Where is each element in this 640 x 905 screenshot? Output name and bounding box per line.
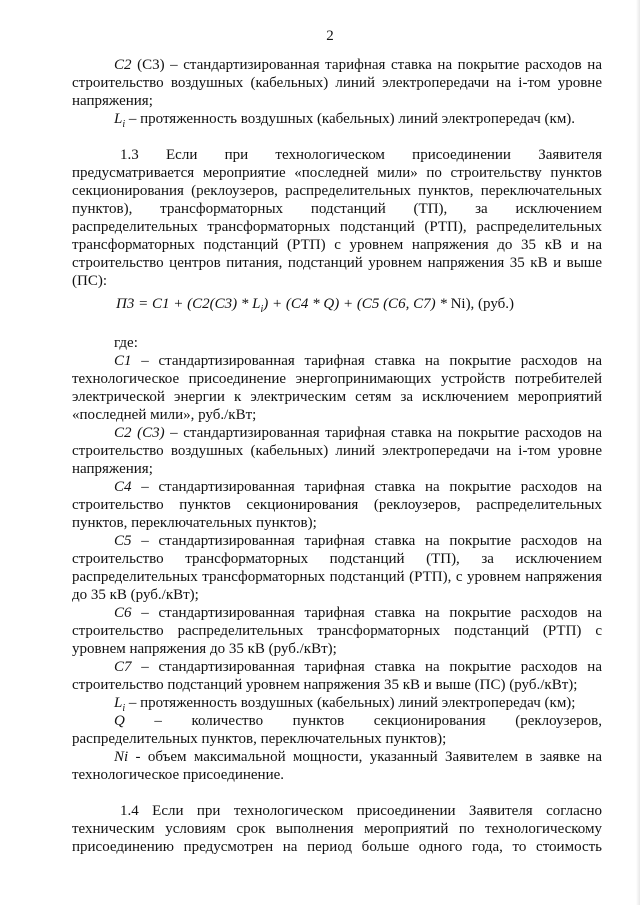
formula-subscript: i [260, 304, 264, 315]
c7-definition-line-2: строительство подстанций уровнем напряжения 35 кВ и выше (ПС) (руб./кВт); [72, 677, 578, 693]
li-subscript-2: i [122, 703, 126, 714]
c7-definition-line-1 [114, 658, 602, 676]
c5-definition-line-3: распределительных трансформаторных подстанций (РТП), с уровнем напряжения [72, 569, 602, 585]
c4-definition-line-1 [114, 478, 602, 496]
c5-symbol: С5 [114, 533, 132, 549]
c6-definition-line-2: строительство распределительных трансформаторных подстанций (РТП) с [72, 623, 602, 639]
c2-definition-line-1 [114, 56, 602, 74]
scan-edge-shadow [636, 0, 640, 905]
formula-close: ), (руб.) [465, 296, 515, 312]
section-1-3-line-5: распределительных трансформаторных подстанций (РТП), распределительных [72, 219, 602, 235]
formula-lhs: П3 [116, 296, 135, 312]
page-number: 2 [326, 28, 334, 44]
formula-term-c2-close: ) [263, 296, 269, 312]
li-symbol-2: L [114, 695, 123, 711]
c5-definition-line-2: строительство трансформаторных подстанций (ТП), за исключением [72, 551, 602, 567]
formula-term-c2: (C2(C3) * L [187, 296, 261, 312]
c2-definition-line-3: напряжения; [72, 93, 153, 109]
c2-c3-definition-line-2: строительство воздушных (кабельных) линий электропередачи на i-том уровне [72, 443, 602, 459]
c2-c3-definition-line-1 [114, 424, 602, 442]
c4-definition-line-3: пунктов, переключательных пунктов); [72, 515, 317, 531]
c1-definition-line-4: «последней мили», руб./кВт; [72, 407, 257, 423]
c6-symbol: С6 [114, 605, 132, 621]
section-1-3-line-2: предусматривается мероприятие «последней мили» по строительству пунктов [72, 165, 602, 181]
formula-term-c4: (C4 * Q) [285, 296, 340, 312]
section-1-3-line-8: (ПС): [72, 273, 107, 289]
section-1-4-line-2: техническим условиям срок выполнения мероприятий по технологическому [72, 821, 602, 837]
q-definition-line-2: распределительных пунктов, переключательных пунктов); [72, 731, 447, 747]
ni-definition-line-1 [114, 748, 602, 766]
c2-c3-definition-text: – стандартизированная тарифная ставка на покрытие расходов на [164, 425, 603, 441]
c4-definition-line-2: строительство пунктов секционирования (реклоузеров, распределительных [72, 497, 602, 513]
c2-definition-text: (С3) – стандартизированная тарифная ставка на покрытие расходов на [131, 57, 602, 73]
c1-definition-text: – стандартизированная тарифная ставка на покрытие расходов на [131, 353, 602, 369]
li-definition-line [114, 110, 602, 134]
c6-definition-text: – стандартизированная тарифная ставка на покрытие расходов на [131, 605, 602, 621]
formula-plus: + [268, 296, 286, 312]
c7-symbol: С7 [114, 659, 132, 675]
c1-definition-line-1 [114, 352, 602, 370]
c6-definition-line-1 [114, 604, 602, 622]
formula-term-ni: Ni [450, 296, 466, 312]
formula-plus: + [169, 296, 188, 312]
c2-c3-definition-line-3: напряжения; [72, 461, 153, 477]
section-1-3-line-3: секционирования (реклоузеров, распределительных пунктов, переключательных [72, 183, 602, 199]
q-definition-text: – количество пунктов секционирования (реклоузеров, [124, 713, 602, 729]
c6-definition-line-3: уровнем напряжения до 35 кВ (руб./кВт); [72, 641, 337, 657]
c5-definition-line-1 [114, 532, 602, 550]
ni-definition-line-2: технологическое присоединение. [72, 767, 285, 783]
q-symbol: Q [114, 713, 125, 729]
c1-symbol: С1 [114, 353, 132, 369]
c1-definition-line-2: технологическое присоединение энергопринимающих устройств потребителей [72, 371, 602, 387]
li-definition-text-2: – протяженность воздушных (кабельных) линий электропередач (км); [125, 695, 576, 711]
q-definition-line-1 [114, 712, 602, 730]
li-subscript: i [122, 119, 126, 130]
tariff-formula [116, 296, 514, 315]
c4-definition-text: – стандартизированная тарифная ставка на покрытие расходов на [131, 479, 602, 495]
ni-symbol: Ni [114, 749, 129, 765]
section-1-3-line-4: пунктов), трансформаторных подстанций (ТП), за исключением [72, 201, 602, 217]
formula-term-c5: (C5 (C6, C7) * [356, 296, 451, 312]
formula-equals: = [134, 296, 152, 312]
c4-symbol: С4 [114, 479, 132, 495]
section-1-3-line-1: 1.3 Если при технологическом присоединении Заявителя [120, 147, 602, 163]
where-label: где: [114, 335, 138, 351]
li-symbol: L [114, 111, 123, 127]
c1-definition-line-3: электрической энергии к электрическим сетям за исключением мероприятий [72, 389, 602, 405]
c2-symbol: С2 [114, 57, 132, 73]
section-1-4-line-1: 1.4 Если при технологическом присоединении Заявителя согласно [120, 803, 602, 819]
formula-term-c1: C1 [151, 296, 170, 312]
li-definition-text: – протяженность воздушных (кабельных) линий электропередач (км). [125, 111, 576, 127]
section-1-3-line-7: строительство центров питания, подстанций уровнем напряжения 35 кВ и выше [72, 255, 602, 271]
c7-definition-text: – стандартизированная тарифная ставка на покрытие расходов на [131, 659, 602, 675]
c5-definition-line-4: до 35 кВ (руб./кВт); [72, 587, 199, 603]
c2-c3-symbol: С2 (С3) [114, 425, 165, 441]
section-1-3-line-6: трансформаторных подстанций (РТП) с уровнем напряжения до 35 кВ и на [72, 237, 602, 253]
ni-definition-text: - объем максимальной мощности, указанный Заявителем в заявке на [128, 749, 602, 765]
c5-definition-text: – стандартизированная тарифная ставка на покрытие расходов на [131, 533, 602, 549]
formula-plus: + [339, 296, 357, 312]
section-1-4-line-3: присоединению предусмотрен на период больше одного года, то стоимость [72, 839, 602, 855]
c2-definition-line-2: строительство воздушных (кабельных) линий электропередачи на i-том уровне [72, 75, 602, 91]
